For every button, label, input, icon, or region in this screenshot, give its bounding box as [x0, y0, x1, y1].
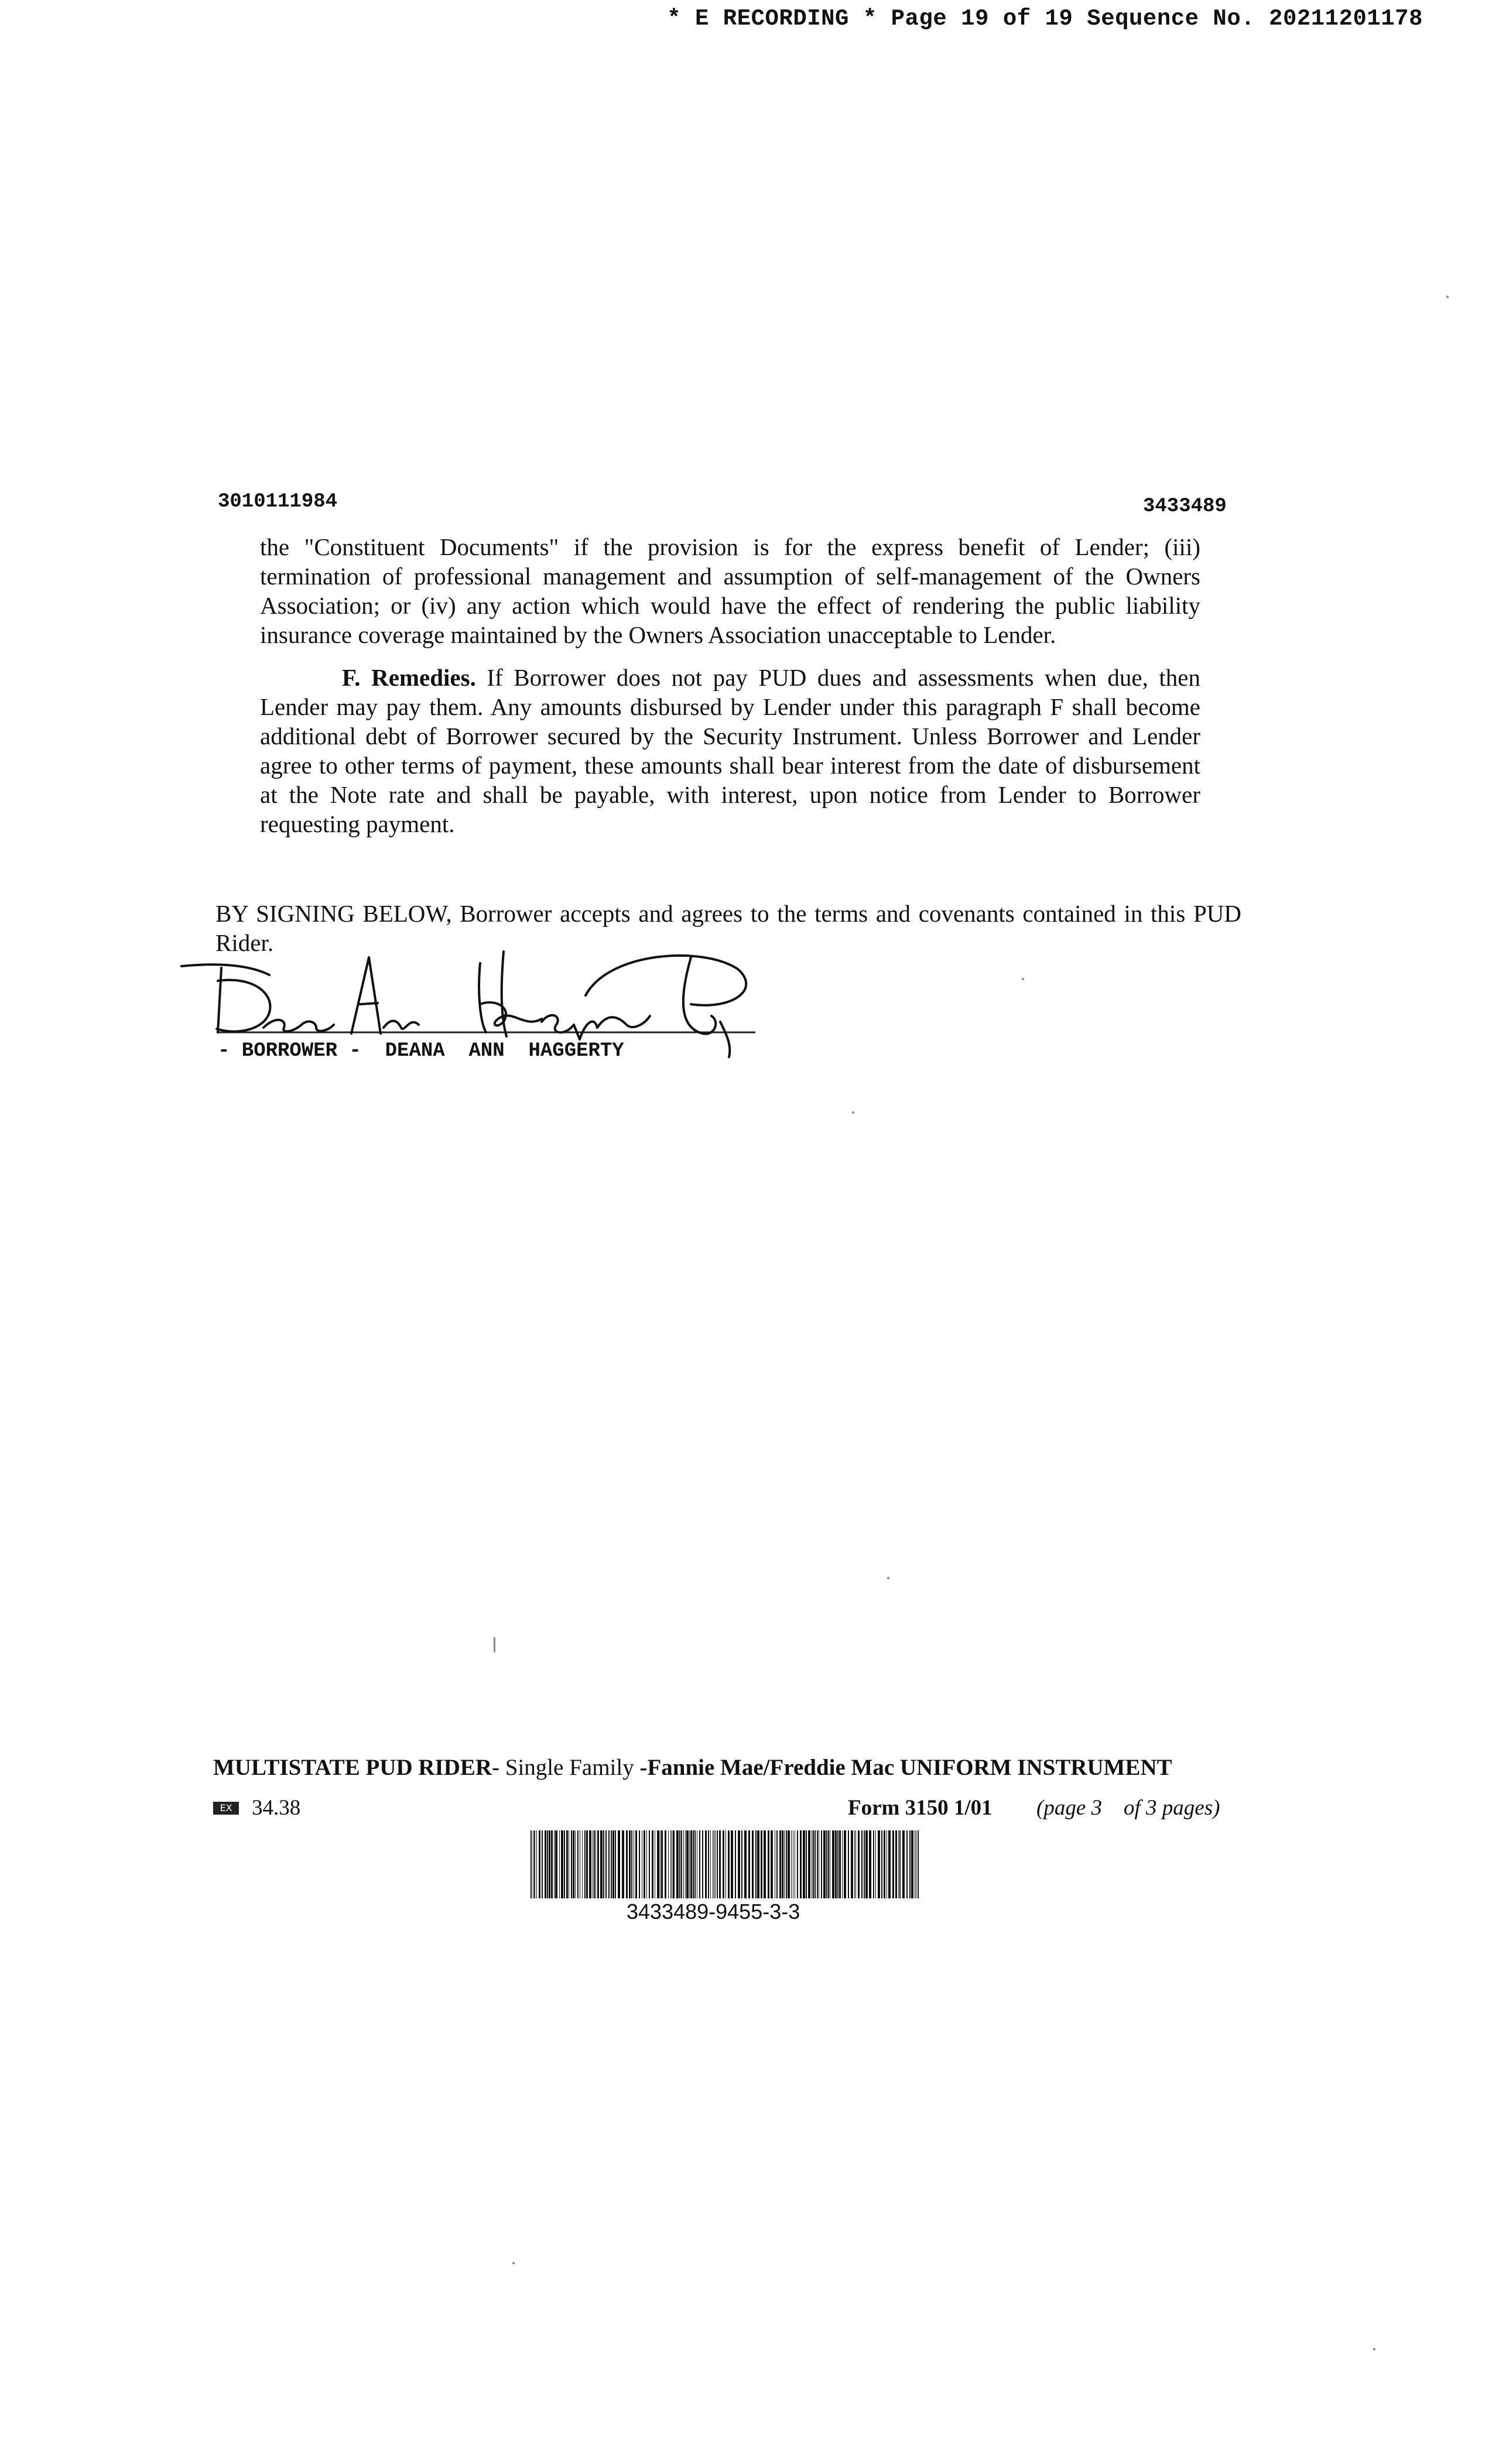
barcode-bar: [817, 1830, 818, 1898]
barcode-bar: [534, 1830, 535, 1898]
barcode-bar: [814, 1830, 816, 1898]
barcode-bar: [586, 1830, 588, 1898]
barcode-bar: [757, 1830, 759, 1898]
barcode-bar: [644, 1830, 645, 1898]
barcode-bar: [622, 1830, 624, 1898]
barcode-bar: [861, 1830, 863, 1898]
barcode-bar: [738, 1830, 740, 1898]
barcode-bar: [899, 1830, 901, 1898]
barcode-bar: [551, 1830, 553, 1898]
scan-speck: [1446, 296, 1449, 298]
barcode-bar: [895, 1830, 897, 1898]
barcode-bar: [639, 1830, 640, 1898]
barcode-bar: [536, 1830, 537, 1898]
barcode-bar: [869, 1830, 871, 1898]
scan-speck: [1022, 978, 1024, 980]
barcode-bar: [755, 1830, 757, 1898]
barcode-bar: [813, 1830, 814, 1898]
barcode-bar: [873, 1830, 874, 1898]
barcode-bar: [705, 1830, 707, 1898]
barcode-bar: [779, 1830, 781, 1898]
signing-statement: BY SIGNING BELOW, Borrower accepts and agrees to the terms and covenants contained in this PUD Rider.: [215, 900, 1241, 956]
barcode-bar: [784, 1830, 785, 1898]
barcode-bar: [865, 1830, 868, 1898]
barcode-bar: [744, 1830, 747, 1898]
barcode-bar: [848, 1830, 849, 1898]
barcode-bar: [575, 1830, 576, 1898]
barcode: [531, 1830, 922, 1898]
barcode-bar: [685, 1830, 686, 1898]
barcode-bar: [652, 1830, 653, 1898]
barcode-bar: [748, 1830, 750, 1898]
barcode-bar: [693, 1830, 694, 1898]
barcode-bar: [855, 1830, 856, 1898]
barcode-bar: [884, 1830, 885, 1898]
barcode-bar: [635, 1830, 637, 1898]
barcode-bar: [608, 1830, 610, 1898]
footer-title-part-2: - Single Family: [492, 1755, 640, 1780]
paragraph-constituent-documents: the "Constituent Documents" if the provision is for the express benefit of Lender; (iii) termination of professional management and assumption of self-management of the Owners Association; or (iv) any action which would have the effect of rendering the public liability insurance coverage maintained by the Owners Association unacceptable to Lender.: [260, 533, 1200, 648]
barcode-bar: [542, 1830, 543, 1898]
barcode-bar: [858, 1830, 860, 1898]
barcode-bar: [854, 1830, 855, 1898]
barcode-bar: [832, 1830, 834, 1898]
barcode-bar: [539, 1830, 540, 1898]
barcode-bar: [689, 1830, 690, 1898]
barcode-bar: [715, 1830, 716, 1898]
barcode-bar: [629, 1830, 631, 1898]
scan-speck: [494, 1637, 495, 1652]
barcode-bar: [752, 1830, 754, 1898]
barcode-bar: [649, 1830, 650, 1898]
barcode-bar: [577, 1830, 579, 1898]
barcode-bar: [786, 1830, 787, 1898]
barcode-bar: [594, 1830, 595, 1898]
barcode-bar: [835, 1830, 837, 1898]
barcode-bar: [803, 1830, 805, 1898]
barcode-bar: [823, 1830, 826, 1898]
borrower-signature-label: - BORROWER - DEANA ANN HAGGERTY: [218, 1040, 624, 1062]
barcode-bar: [918, 1830, 919, 1898]
barcode-bar: [761, 1830, 762, 1898]
barcode-bar: [776, 1830, 778, 1898]
barcode-bar: [791, 1830, 792, 1898]
barcode-bar: [800, 1830, 802, 1898]
barcode-bar: [646, 1830, 647, 1898]
barcode-bar: [668, 1830, 669, 1898]
barcode-bar: [564, 1830, 565, 1898]
barcode-bar: [888, 1830, 891, 1898]
barcode-bar: [612, 1830, 614, 1898]
barcode-bar: [797, 1830, 798, 1898]
barcode-bar: [626, 1830, 628, 1898]
footer-form-title: [213, 1754, 1172, 1781]
footer-title-part-1: MULTISTATE PUD RIDER: [213, 1755, 492, 1780]
barcode-bar: [851, 1830, 853, 1898]
barcode-bar: [839, 1830, 841, 1898]
barcode-bar: [676, 1830, 679, 1898]
barcode-bar: [603, 1830, 604, 1898]
barcode-bar: [549, 1830, 550, 1898]
barcode-bar: [911, 1830, 913, 1898]
barcode-bar: [808, 1830, 810, 1898]
barcode-bar: [826, 1830, 827, 1898]
barcode-bar: [681, 1830, 682, 1898]
barcode-bar: [657, 1830, 659, 1898]
barcode-bar: [561, 1830, 563, 1898]
barcode-bar: [723, 1830, 724, 1898]
barcode-bar: [554, 1830, 555, 1898]
barcode-bar: [768, 1830, 769, 1898]
barcode-bar: [611, 1830, 612, 1898]
loan-number: 3010111984: [218, 491, 338, 513]
barcode-bar: [559, 1830, 560, 1898]
barcode-bar: [702, 1830, 703, 1898]
barcode-bar: [782, 1830, 783, 1898]
barcode-bar: [909, 1830, 911, 1898]
barcode-bar: [683, 1830, 684, 1898]
barcode-bar: [864, 1830, 865, 1898]
barcode-bar: [806, 1830, 807, 1898]
recording-header: * E RECORDING * Page 19 of 19 Sequence No. 20211201178: [667, 6, 1423, 32]
scan-speck: [887, 1577, 889, 1579]
barcode-bar: [719, 1830, 721, 1898]
scan-speck: [1373, 2348, 1375, 2350]
barcode-bar: [881, 1830, 882, 1898]
barcode-bar: [842, 1830, 843, 1898]
scan-speck: [852, 1111, 854, 1114]
barcode-bar: [690, 1830, 692, 1898]
barcode-bar: [699, 1830, 700, 1898]
barcode-bar: [584, 1830, 586, 1898]
barcode-bar: [710, 1830, 711, 1898]
paragraph-remedies: [260, 663, 1200, 839]
barcode-bar: [828, 1830, 829, 1898]
barcode-bar: [892, 1830, 894, 1898]
barcode-bar: [898, 1830, 899, 1898]
barcode-bar: [615, 1830, 616, 1898]
barcode-bar: [665, 1830, 666, 1898]
barcode-bar: [731, 1830, 733, 1898]
barcode-bar: [837, 1830, 839, 1898]
barcode-bar: [531, 1830, 532, 1898]
barcode-bar: [618, 1830, 620, 1898]
barcode-bar: [902, 1830, 905, 1898]
barcode-bar: [605, 1830, 607, 1898]
barcode-bar: [555, 1830, 557, 1898]
barcode-bar: [771, 1830, 773, 1898]
barcode-bar: [582, 1830, 583, 1898]
barcode-bar: [661, 1830, 663, 1898]
remedies-heading: F. Remedies.: [342, 664, 476, 691]
barcode-bar: [566, 1830, 568, 1898]
barcode-bar: [679, 1830, 680, 1898]
barcode-bar: [694, 1830, 696, 1898]
barcode-bar: [600, 1830, 603, 1898]
barcode-bar: [878, 1830, 880, 1898]
barcode-bar: [631, 1830, 632, 1898]
barcode-bar: [571, 1830, 572, 1898]
page-info: (page 3 of 3 pages): [1036, 1796, 1220, 1820]
barcode-bar: [589, 1830, 591, 1898]
barcode-bar: [686, 1830, 689, 1898]
barcode-bar: [788, 1830, 790, 1898]
barcode-bar: [597, 1830, 599, 1898]
barcode-bar: [717, 1830, 718, 1898]
remedies-body: If Borrower does not pay PUD dues and assessments when due, then Lender may pay them. Any amounts disbursed by Lender under this paragraph F shall become additional debt of Borrower secured by the Security Instrument. Unless Borrower and Lender agree to other terms of payment, these amounts shall bear interest from the date of disbursement at the Note rate and shall be payable, with interest, upon notice from Lender to Borrower requesting payment.: [260, 664, 1200, 837]
scan-speck: [512, 2262, 515, 2264]
barcode-number: 3433489-9455-3-3: [627, 1900, 800, 1924]
footer-form-code: [213, 1795, 300, 1820]
ex-box: EX: [213, 1802, 239, 1815]
barcode-bar: [673, 1830, 675, 1898]
form-number: Form 3150 1/01: [848, 1796, 993, 1820]
barcode-bar: [708, 1830, 709, 1898]
barcode-bar: [545, 1830, 546, 1898]
barcode-bar: [735, 1830, 736, 1898]
barcode-bar: [906, 1830, 908, 1898]
barcode-bar: [670, 1830, 671, 1898]
barcode-bar: [764, 1830, 766, 1898]
barcode-bar: [875, 1830, 876, 1898]
footer-title-part-3: -Fannie Mae/Freddie Mac UNIFORM INSTRUMENT: [639, 1755, 1172, 1780]
barcode-bar: [844, 1830, 846, 1898]
barcode-bar: [725, 1830, 726, 1898]
barcode-bar: [741, 1830, 742, 1898]
barcode-bar: [728, 1830, 730, 1898]
document-number: 3433489: [1143, 495, 1227, 518]
barcode-bar: [821, 1830, 822, 1898]
barcode-bar: [547, 1830, 548, 1898]
form-code-value: 34.38: [252, 1796, 301, 1820]
barcode-bar: [573, 1830, 574, 1898]
